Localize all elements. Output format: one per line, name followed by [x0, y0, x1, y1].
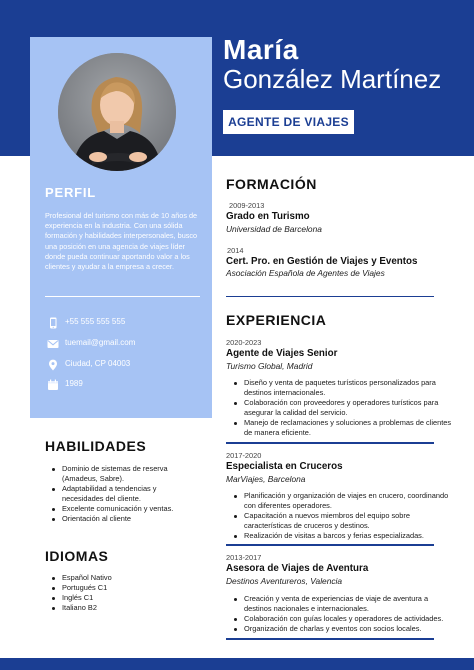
portrait-image: [58, 53, 176, 171]
language-item: Inglés C1: [50, 593, 200, 603]
job-duty: Diseño y venta de paquetes turísticos personalizados para destinos internacionales.: [232, 378, 456, 398]
section-divider: [226, 296, 434, 297]
job-duty: Planificación y organización de viajes en crucero, coordinando con diferentes operadores.: [232, 491, 456, 511]
job-duties: [232, 378, 456, 438]
skill-item: Adaptabilidad a tendencias y necesidades del cliente.: [50, 484, 200, 504]
education-degree: Cert. Pro. en Gestión de Viajes y Eventos: [226, 256, 418, 267]
footer-band: [0, 658, 474, 670]
job-duty: Manejo de reclamaciones y soluciones a problemas de clientes de manera eficiente.: [232, 418, 456, 438]
contact-phone-text: +55 555 555 555: [65, 317, 126, 326]
job-title: Asesora de Viajes de Aventura: [226, 563, 369, 574]
job-duty: Colaboración con proveedores y operadores turísticos para asegurar la calidad del servicio.: [232, 398, 456, 418]
contact-email: [47, 337, 136, 351]
job-title: Agente de Viajes Senior: [226, 348, 338, 359]
job-duty: Capacitación a nuevos miembros del equipo sobre características de cruceros y destinos.: [232, 511, 456, 531]
mail-icon: [47, 338, 59, 350]
contact-birth: [47, 378, 83, 392]
skill-item: Excelente comunicación y ventas.: [50, 504, 200, 514]
skills-list: [50, 464, 200, 524]
location-icon: [47, 359, 59, 371]
calendar-icon: [47, 379, 59, 391]
role-badge: AGENTE DE VIAJES: [223, 110, 354, 134]
profile-text: Profesional del turismo con más de 10 años de experiencia en la industria. Con una sólida formación y habilidades interpersonales, busco una posición en una agencia de viajes líder donde pueda continuar aportando valor a los clientes y ayudar a la empresa a crecer.: [45, 211, 198, 272]
job-title: Especialista en Cruceros: [226, 461, 343, 472]
job-duty: Colaboración con guías locales y operadores de actividades.: [232, 614, 456, 624]
job-company: Turismo Global, Madrid: [226, 361, 313, 371]
language-item: Italiano B2: [50, 603, 200, 613]
skills-title: HABILIDADES: [45, 438, 147, 454]
job-period: 2020-2023: [226, 338, 262, 347]
education-period: 2014: [227, 246, 244, 255]
skill-item: Dominio de sistemas de reserva (Amadeus, Sabre).: [50, 464, 200, 484]
education-institution: Universidad de Barcelona: [226, 224, 322, 234]
job-period: 2017-2020: [226, 451, 262, 460]
languages-list: [50, 573, 200, 613]
profile-title: PERFIL: [45, 185, 97, 200]
skill-item: Orientación al cliente: [50, 514, 200, 524]
panel-divider: [45, 296, 200, 297]
job-period: 2013-2017: [226, 553, 262, 562]
first-name: María: [223, 34, 299, 65]
language-item: Español Nativo: [50, 573, 200, 583]
job-duty: Creación y venta de experiencias de viaje de aventura a destinos nacionales e internacionales.: [232, 594, 456, 614]
education-period: 2009-2013: [229, 201, 265, 210]
languages-title: IDIOMAS: [45, 548, 109, 564]
contact-phone: [47, 316, 126, 330]
contact-location: [47, 358, 131, 372]
contact-location-text: Ciudad, CP 04003: [65, 359, 131, 368]
job-divider: [226, 442, 434, 444]
experience-title: EXPERIENCIA: [226, 312, 327, 328]
job-company: Destinos Aventureros, Valencia: [226, 576, 343, 586]
contact-birth-text: 1989: [65, 379, 83, 388]
job-duty: Realización de visitas a barcos y ferias especializadas.: [232, 531, 456, 541]
job-duty: Organización de charlas y eventos con socios locales.: [232, 624, 456, 634]
profile-photo: [58, 53, 176, 171]
job-divider: [226, 544, 434, 546]
phone-icon: [47, 317, 59, 329]
education-institution: Asociación Española de Agentes de Viajes: [226, 268, 385, 278]
job-duties: [232, 594, 456, 634]
education-degree: Grado en Turismo: [226, 211, 310, 222]
education-title: FORMACIÓN: [226, 176, 317, 192]
last-name: González Martínez: [223, 64, 442, 94]
job-company: MarViajes, Barcelona: [226, 474, 306, 484]
language-item: Portugués C1: [50, 583, 200, 593]
job-divider: [226, 638, 434, 640]
contact-email-text: tuemail@gmail.com: [65, 338, 136, 347]
job-duties: [232, 491, 456, 541]
